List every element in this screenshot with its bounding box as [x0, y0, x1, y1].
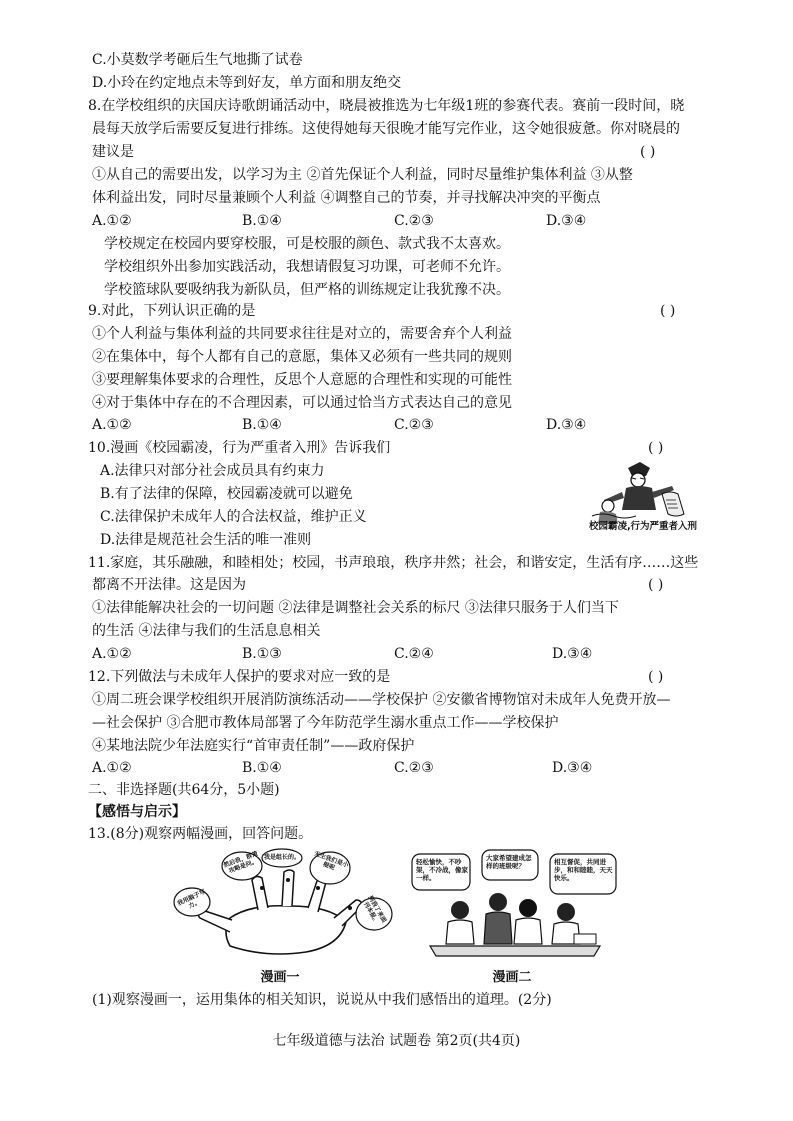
q9-context-line3: 学校篮球队要吸纳我为新队员，但严格的训练规定让我犹豫不决。 — [104, 282, 510, 298]
q8-option-d: D.③④ — [546, 213, 587, 229]
q8-option-b: B.①④ — [242, 213, 282, 229]
cartoon1-bubble-5: 到我了来面刊本报。 — [361, 894, 388, 925]
q11-item-line1: ①法律能解决社会的一切问题 ②法律是调整社会关系的标尺 ③法律只服务于人们当下 — [92, 600, 619, 616]
cartoon2-caption: 漫画二 — [492, 970, 532, 985]
section-heading: 二、非选择题(共64分，5小题) — [88, 782, 280, 798]
q10-answer-paren: ( ) — [648, 440, 664, 456]
q10-option-b: B.有了法律的保障，校园霸凌就可以避免 — [100, 486, 353, 502]
q9-option-d: D.③④ — [546, 417, 587, 433]
q11-option-b: B.①③ — [242, 646, 282, 662]
q8-answer-paren: ( ) — [640, 144, 656, 160]
q9-option-a: A.①② — [92, 417, 132, 433]
section-subheading: 【感悟与启示】 — [88, 804, 186, 820]
q12-item-line1: ①周二班会课学校组织开展消防演练活动——学校保护 ②安徽省博物馆对未成年人免费开放— — [92, 692, 671, 708]
q10-option-c: C.法律保护未成年人的合法权益，维护正义 — [100, 509, 367, 525]
cartoon2-bubble-3: 相互督促，共同进步，和和睦睦，天天快乐。 — [554, 858, 613, 882]
q12-item-line2: —社会保护 ③合肥市教体局部署了今年防范学生溺水重点工作——学校保护 — [92, 715, 559, 731]
cartoon2-bubble-1: 轻松愉快，不吵架，不冷战，像家一样。 — [416, 858, 468, 882]
q9-context-line2: 学校组织外出参加实践活动，我想请假复习功课，可老师不允许。 — [104, 259, 510, 275]
q11-stem-line1: 11.家庭，其乐融融，和睦相处；校园，书声琅琅，秩序井然；社会，和谐安定，生活有序……这些 — [88, 555, 699, 571]
page-footer: 七年级道德与法治 试题卷 第2页(共4页) — [272, 1033, 521, 1049]
q10-cartoon — [588, 460, 698, 536]
cartoon1-bubble-4: 无生我们是小棍呢 — [313, 850, 350, 872]
q9-item2: ②在集体中，每个人都有自己的意愿，集体又必须有一些共同的规则 — [92, 349, 512, 365]
cartoon1-bubble-1: 我用脑子写力。 — [176, 888, 207, 910]
q9-context-line1: 学校规定在校园内要穿校服，可是校服的颜色、款式我不太喜欢。 — [104, 236, 510, 252]
q10-option-d: D.法律是规范社会生活的唯一准则 — [100, 532, 312, 548]
q9-stem: 9.对此，下列认识正确的是 — [88, 303, 256, 319]
q11-stem-line2: 都离不开法律。这是因为 — [92, 577, 246, 593]
q13-stem: 13.(8分)观察两幅漫画，回答问题。 — [88, 826, 313, 842]
q11-option-d: D.③④ — [552, 646, 593, 662]
q9-option-b: B.①④ — [242, 417, 282, 433]
q11-item-line2: 的生活 ④法律与我们的生活息息相关 — [92, 623, 321, 639]
q13-cartoon-1 — [170, 848, 400, 960]
q12-option-b: B.①④ — [242, 760, 282, 776]
q8-stem-line1: 8.在学校组织的庆国庆诗歌朗诵活动中，晓晨被推选为七年级1班的参赛代表。赛前一段时间，晓 — [88, 98, 685, 114]
q10-cartoon-caption: 校园霸凌,行为严重者入刑 — [588, 521, 698, 532]
cartoon1-bubble-3: 我是组长的。 — [264, 854, 301, 861]
q11-option-c: C.②④ — [394, 646, 434, 662]
cartoon2-bubble-2: 大家希望建成怎样的班级呢？ — [486, 854, 532, 870]
q12-stem: 12.下列做法与未成年人保护的要求对应一致的是 — [88, 669, 391, 685]
q8-item-line1: ①从自己的需要出发，以学习为主 ②首先保证个人利益，同时尽量维护集体利益 ③从整 — [92, 167, 633, 183]
q10-option-a: A.法律只对部分社会成员具有约束力 — [100, 463, 325, 479]
q13-subquestion-1: (1)观察漫画一，运用集体的相关知识，说说从中我们感悟出的道理。(2分) — [92, 992, 552, 1008]
q9-item4: ④对于集体中存在的不合理因素，可以通过恰当方式表达自己的意见 — [92, 395, 512, 411]
q11-option-a: A.①② — [92, 646, 132, 662]
q10-stem: 10.漫画《校园霸凌，行为严重者入刑》告诉我们 — [88, 440, 391, 456]
q8-stem-line3: 建议是 — [92, 144, 134, 160]
q12-option-a: A.①② — [92, 760, 132, 776]
cartoon1-bubble-2: 然后我，群策攻略是问。 — [222, 850, 259, 875]
q9-answer-paren: ( ) — [660, 303, 676, 319]
option-d: D.小玲在约定地点未等到好友，单方面和朋友绝交 — [92, 75, 402, 91]
q12-option-c: C.②③ — [394, 760, 434, 776]
q9-option-c: C.②③ — [394, 417, 434, 433]
q12-option-d: D.③④ — [552, 760, 593, 776]
q8-stem-line2: 晨每天放学后需要反复进行排练。这使得她每天很晚才能写完作业，这令她很疲惫。你对晓晨的 — [92, 121, 680, 137]
q8-item-line2: 体利益出发，同时尽量兼顾个人利益 ④调整自己的节奏，并寻找解决冲突的平衡点 — [92, 190, 601, 206]
q12-item-line3: ④某地法院少年法庭实行“首审责任制”——政府保护 — [92, 738, 415, 754]
option-c: C.小莫数学考砸后生气地撕了试卷 — [92, 52, 303, 68]
q13-cartoon-2 — [410, 848, 620, 960]
q8-option-a: A.①② — [92, 213, 132, 229]
q8-option-c: C.②③ — [394, 213, 434, 229]
q9-item3: ③要理解集体要求的合理性，反思个人意愿的合理性和实现的可能性 — [92, 372, 512, 388]
cartoon1-caption: 漫画一 — [260, 970, 300, 985]
q11-answer-paren: ( ) — [648, 577, 664, 593]
q12-answer-paren: ( ) — [648, 669, 664, 685]
q9-item1: ①个人利益与集体利益的共同要求往往是对立的，需要舍弃个人利益 — [92, 326, 512, 342]
